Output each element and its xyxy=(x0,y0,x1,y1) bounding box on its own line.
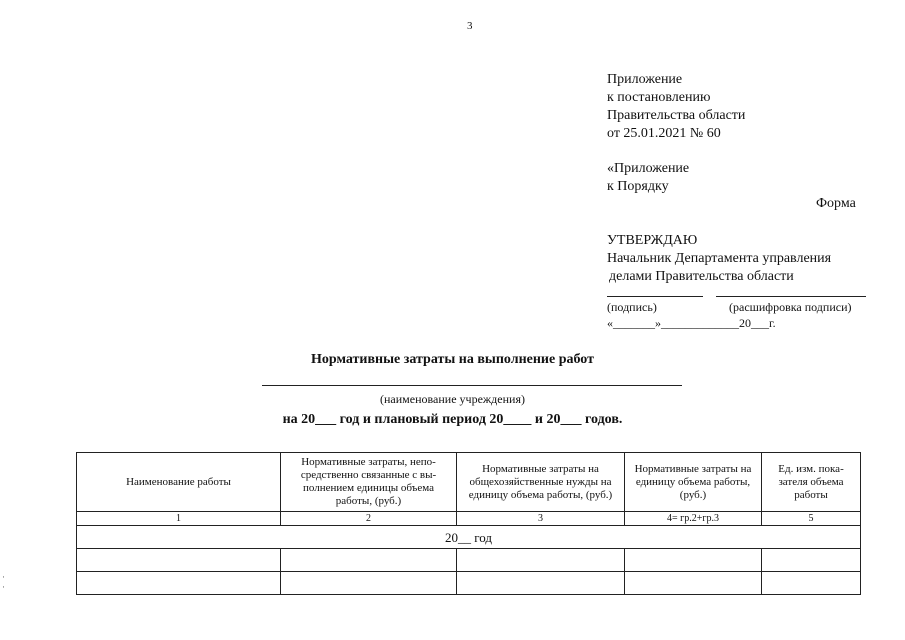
table-row xyxy=(77,572,861,595)
table-cell xyxy=(762,572,861,595)
table-cell xyxy=(457,549,625,572)
table-cell xyxy=(457,572,625,595)
page-number: 3 xyxy=(467,20,473,32)
appendix-line: к Порядку xyxy=(607,179,669,194)
column-header: Нормативные затраты на единицу объема работы, (руб.) xyxy=(625,453,762,512)
column-number: 1 xyxy=(77,512,281,526)
appendix-line: «Приложение xyxy=(607,161,690,176)
organization-caption: (наименование учреждения) xyxy=(380,392,525,406)
form-label: Форма xyxy=(816,196,856,211)
appendix-line: к постановлению xyxy=(607,90,711,105)
appendix-block xyxy=(607,71,745,143)
table-cell xyxy=(281,549,457,572)
year-row xyxy=(77,526,861,549)
signature-decode-line xyxy=(716,296,866,297)
table-header-row xyxy=(77,453,861,512)
approval-position: делами Правительства области xyxy=(609,269,794,284)
table-cell xyxy=(77,572,281,595)
table-cell xyxy=(281,572,457,595)
approval-block xyxy=(607,232,831,286)
scan-edge-mark: · xyxy=(2,582,5,592)
date-line: «_______»_____________20___г. xyxy=(607,316,776,330)
year-label: 20__ год xyxy=(77,526,861,549)
signature-line xyxy=(607,296,703,297)
column-number: 2 xyxy=(281,512,457,526)
table-cell xyxy=(625,572,762,595)
appendix-line: от 25.01.2021 № 60 xyxy=(607,126,721,141)
approval-position: Начальник Департамента управления xyxy=(607,251,832,266)
table-cell xyxy=(625,549,762,572)
signature-caption: (подпись) xyxy=(607,300,657,314)
column-number-row xyxy=(77,512,861,526)
column-header: Нормативные затраты на общехозяйственные нужды на единицу объема работы, (руб.) xyxy=(457,453,625,512)
scan-edge-mark: · xyxy=(2,572,5,582)
signature-decode-caption: (расшифровка подписи) xyxy=(729,300,852,314)
column-header: Нормативные затраты, непо-средственно связанные с вы-полнением единицы объема работы, (руб.) xyxy=(281,453,457,512)
column-header: Ед. изм. пока-зателя объема работы xyxy=(762,453,861,512)
column-number: 4= гр.2+гр.3 xyxy=(625,512,762,526)
approval-title: УТВЕРЖДАЮ xyxy=(607,233,698,248)
column-number: 5 xyxy=(762,512,861,526)
appendix-procedure-block xyxy=(607,160,689,196)
table-cell xyxy=(762,549,861,572)
column-number: 3 xyxy=(457,512,625,526)
cost-table xyxy=(76,452,861,595)
appendix-line: Приложение xyxy=(607,72,683,87)
column-header: Наименование работы xyxy=(77,453,281,512)
period-line: на 20___ год и плановый период 20____ и 20___ годов. xyxy=(282,412,623,427)
organization-line xyxy=(262,385,682,386)
appendix-line: Правительства области xyxy=(607,108,746,123)
document-title: Нормативные затраты на выполнение работ xyxy=(310,352,594,367)
table-row xyxy=(77,549,861,572)
table-cell xyxy=(77,549,281,572)
